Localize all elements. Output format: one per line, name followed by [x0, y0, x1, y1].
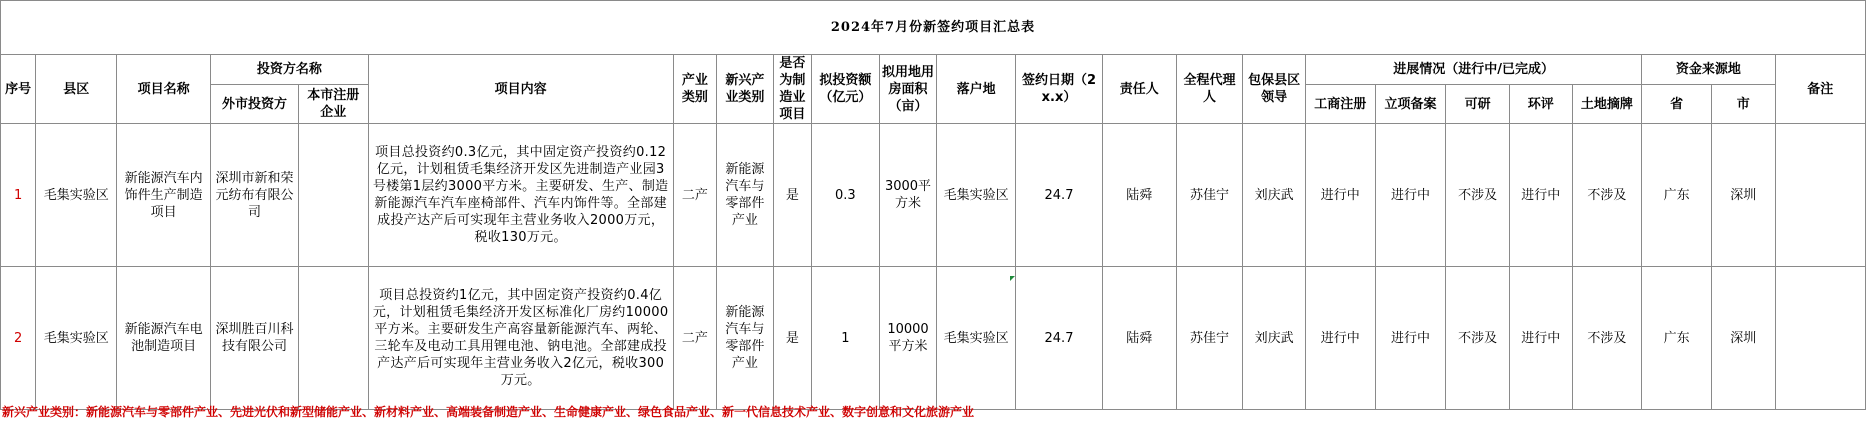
header-province[interactable]: 省: [1642, 85, 1712, 124]
header-fund-source-group[interactable]: 资金来源地: [1642, 55, 1775, 85]
cell-province[interactable]: 广东: [1642, 267, 1712, 410]
cell-land-listing[interactable]: 不涉及: [1572, 124, 1642, 267]
header-responsible[interactable]: 责任人: [1102, 55, 1176, 124]
cell-location[interactable]: 毛集实验区: [937, 124, 1016, 267]
cell-agent[interactable]: 苏佳宁: [1176, 267, 1243, 410]
header-seq[interactable]: 序号: [1, 55, 36, 124]
cell-marker-icon: [1010, 276, 1015, 281]
cell-env-assessment[interactable]: 进行中: [1509, 267, 1572, 410]
cell-remarks[interactable]: [1775, 124, 1865, 267]
cell-business-reg[interactable]: 进行中: [1305, 124, 1375, 267]
cell-project-name[interactable]: 新能源汽车内饰件生产制造项目: [117, 124, 211, 267]
cell-responsible[interactable]: 陆舜: [1102, 124, 1176, 267]
cell-sign-date[interactable]: 24.7: [1016, 124, 1103, 267]
cell-agent[interactable]: 苏佳宁: [1176, 124, 1243, 267]
header-local-company[interactable]: 本市注册企业: [298, 85, 368, 124]
cell-outside-investor[interactable]: 深圳胜百川科技有限公司: [211, 267, 299, 410]
header-location[interactable]: 落户地: [937, 55, 1016, 124]
header-progress-group[interactable]: 进展情况（进行中/已完成）: [1305, 55, 1641, 85]
cell-land-listing[interactable]: 不涉及: [1572, 267, 1642, 410]
cell-local-company[interactable]: [298, 124, 368, 267]
header-land-listing[interactable]: 土地摘牌: [1572, 85, 1642, 124]
header-county[interactable]: 县区: [36, 55, 117, 124]
cell-project-content[interactable]: 项目总投资约0.3亿元，其中固定资产投资约0.12亿元，计划租赁毛集经济开发区先进制造产业园3号楼第1层约3000平方米。主要研发、生产、制造新能源汽车汽车座椅部件、汽车内饰件等。全部建成投产达产后可实现年主营业务收入2000万元，税收130万元。: [368, 124, 673, 267]
cell-is-manufacturing[interactable]: 是: [773, 267, 811, 410]
cell-floor-area[interactable]: 10000平方米: [879, 267, 937, 410]
header-is-manufacturing[interactable]: 是否为制造业项目: [773, 55, 811, 124]
cell-location[interactable]: 毛集实验区: [937, 267, 1016, 410]
cell-city[interactable]: 深圳: [1711, 267, 1775, 410]
header-floor-area[interactable]: 拟用地用房面积（亩）: [879, 55, 937, 124]
cell-investment[interactable]: 0.3: [812, 124, 880, 267]
cell-province[interactable]: 广东: [1642, 124, 1712, 267]
header-agent[interactable]: 全程代理人: [1176, 55, 1243, 124]
header-remarks[interactable]: 备注: [1775, 55, 1865, 124]
footnote[interactable]: 新兴产业类别：新能源汽车与零部件产业、先进光伏和新型储能产业、新材料产业、高端装备制造产业、生命健康产业、绿色食品产业、新一代信息技术产业、数字创意和文化旅游产业: [2, 405, 975, 419]
header-project-name[interactable]: 项目名称: [117, 55, 211, 124]
cell-county[interactable]: 毛集实验区: [36, 124, 117, 267]
cell-industry-type[interactable]: 二产: [673, 267, 716, 410]
cell-emerging-type[interactable]: 新能源汽车与零部件产业: [717, 267, 774, 410]
cell-project-filing[interactable]: 进行中: [1375, 267, 1446, 410]
cell-city[interactable]: 深圳: [1711, 124, 1775, 267]
header-emerging-type[interactable]: 新兴产业类别: [717, 55, 774, 124]
cell-remarks[interactable]: [1775, 267, 1865, 410]
table-row: [1, 267, 1866, 410]
cell-is-manufacturing[interactable]: 是: [773, 124, 811, 267]
header-business-reg[interactable]: 工商注册: [1305, 85, 1375, 124]
cell-sign-date[interactable]: 24.7: [1016, 267, 1103, 410]
header-env-assessment[interactable]: 环评: [1509, 85, 1572, 124]
cell-responsible[interactable]: 陆舜: [1102, 267, 1176, 410]
header-city[interactable]: 市: [1711, 85, 1775, 124]
header-sign-date[interactable]: 签约日期（2x.x）: [1016, 55, 1103, 124]
page-title[interactable]: 2024年7月份新签约项目汇总表: [1, 1, 1866, 55]
cell-outside-investor[interactable]: 深圳市新和荣元纺布有限公司: [211, 124, 299, 267]
cell-floor-area[interactable]: 3000平方米: [879, 124, 937, 267]
cell-investment[interactable]: 1: [812, 267, 880, 410]
cell-business-reg[interactable]: 进行中: [1305, 267, 1375, 410]
cell-county[interactable]: 毛集实验区: [36, 267, 117, 410]
cell-project-content[interactable]: 项目总投资约1亿元，其中固定资产投资约0.4亿元，计划租赁毛集经济开发区标准化厂房约10000平方米。主要研发生产高容量新能源汽车、两轮、三轮车及电动工具用锂电池、钠电池。全部建成投产达产后可实现年主营业务收入2亿元，税收300万元。: [368, 267, 673, 410]
header-investor-group[interactable]: 投资方名称: [211, 55, 369, 85]
header-county-leader[interactable]: 包保县区领导: [1243, 55, 1306, 124]
header-project-content[interactable]: 项目内容: [368, 55, 673, 124]
cell-county-leader[interactable]: 刘庆武: [1243, 267, 1306, 410]
cell-project-name[interactable]: 新能源汽车电池制造项目: [117, 267, 211, 410]
header-feasibility[interactable]: 可研: [1446, 85, 1510, 124]
cell-local-company[interactable]: [298, 267, 368, 410]
cell-env-assessment[interactable]: 进行中: [1509, 124, 1572, 267]
cell-seq[interactable]: 1: [1, 124, 36, 267]
cell-project-filing[interactable]: 进行中: [1375, 124, 1446, 267]
header-industry-type[interactable]: 产业类别: [673, 55, 716, 124]
header-investment[interactable]: 拟投资额（亿元）: [812, 55, 880, 124]
cell-industry-type[interactable]: 二产: [673, 124, 716, 267]
header-outside-investor[interactable]: 外市投资方: [211, 85, 299, 124]
cell-county-leader[interactable]: 刘庆武: [1243, 124, 1306, 267]
header-project-filing[interactable]: 立项备案: [1375, 85, 1446, 124]
cell-feasibility[interactable]: 不涉及: [1446, 267, 1510, 410]
cell-emerging-type[interactable]: 新能源汽车与零部件产业: [717, 124, 774, 267]
cell-seq[interactable]: 2: [1, 267, 36, 410]
cell-feasibility[interactable]: 不涉及: [1446, 124, 1510, 267]
table-row: [1, 124, 1866, 267]
